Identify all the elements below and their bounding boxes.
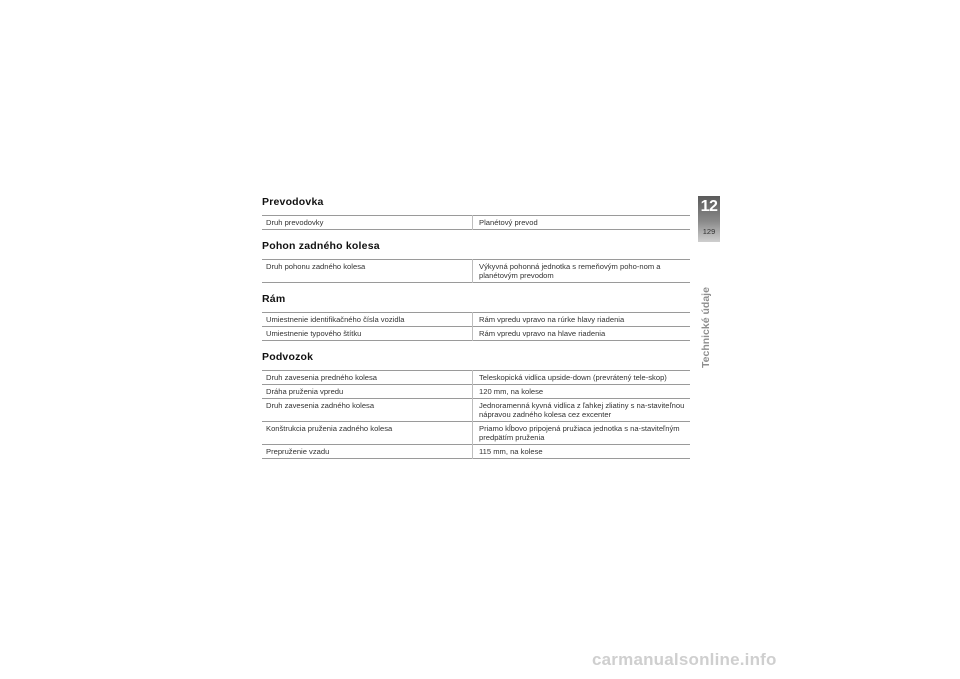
table-row xyxy=(262,327,690,341)
spec-value: Planétový prevod xyxy=(479,218,538,227)
spec-value: Rám vpredu vpravo na rúrke hlavy riadenia xyxy=(479,315,625,324)
spec-content xyxy=(262,196,690,459)
section-title: Podvozok xyxy=(262,351,314,363)
section-pohon xyxy=(262,240,690,283)
spec-table xyxy=(262,312,690,341)
table-row xyxy=(262,260,690,283)
chapter-number: 12 xyxy=(700,198,718,215)
spec-value: Priamo kĺbovo pripojená pružiaca jednotka s na-staviteľným predpätím pruženia xyxy=(479,424,680,442)
spec-label: Druh pohonu zadného kolesa xyxy=(262,260,473,283)
spec-label: Umiestnenie identifikačného čísla vozidla xyxy=(262,313,473,327)
spec-value: Jednoramenná kyvná vidlica z ľahkej zliatiny s na-staviteľnou nápravou zadného kolesa cez excenter xyxy=(479,401,685,419)
spec-value: 115 mm, na kolese xyxy=(479,447,543,456)
page-number: 129 xyxy=(702,227,716,236)
table-row xyxy=(262,313,690,327)
spec-table xyxy=(262,215,690,230)
section-title: Pohon zadného kolesa xyxy=(262,240,380,252)
section-prevodovka xyxy=(262,196,690,230)
watermark: carmanualsonline.info xyxy=(592,650,777,669)
section-podvozok xyxy=(262,351,690,459)
table-row xyxy=(262,385,690,399)
chapter-label: Technické údaje xyxy=(700,287,712,368)
spec-label: Druh zavesenia zadného kolesa xyxy=(262,399,473,422)
spec-label: Umiestnenie typového štítku xyxy=(262,327,473,341)
spec-label: Druh zavesenia predného kolesa xyxy=(262,371,473,385)
section-ram xyxy=(262,293,690,341)
spec-label: Konštrukcia pruženia zadného kolesa xyxy=(262,422,473,445)
table-row xyxy=(262,371,690,385)
table-row xyxy=(262,422,690,445)
spec-table xyxy=(262,259,690,283)
spec-value: Teleskopická vidlica upside-down (prevrátený tele-skop) xyxy=(479,373,667,382)
spec-value: Výkyvná pohonná jednotka s remeňovým poho-nom a planétovým prevodom xyxy=(479,262,661,280)
spec-value: 120 mm, na kolese xyxy=(479,387,544,396)
table-row xyxy=(262,399,690,422)
spec-label: Druh prevodovky xyxy=(262,216,473,230)
section-title: Prevodovka xyxy=(262,196,324,208)
table-row xyxy=(262,445,690,459)
table-row xyxy=(262,216,690,230)
spec-label: Dráha pruženia vpredu xyxy=(262,385,473,399)
spec-table xyxy=(262,370,690,459)
spec-label: Prepruženie vzadu xyxy=(262,445,473,459)
spec-value: Rám vpredu vpravo na hlave riadenia xyxy=(479,329,606,338)
section-title: Rám xyxy=(262,293,286,305)
